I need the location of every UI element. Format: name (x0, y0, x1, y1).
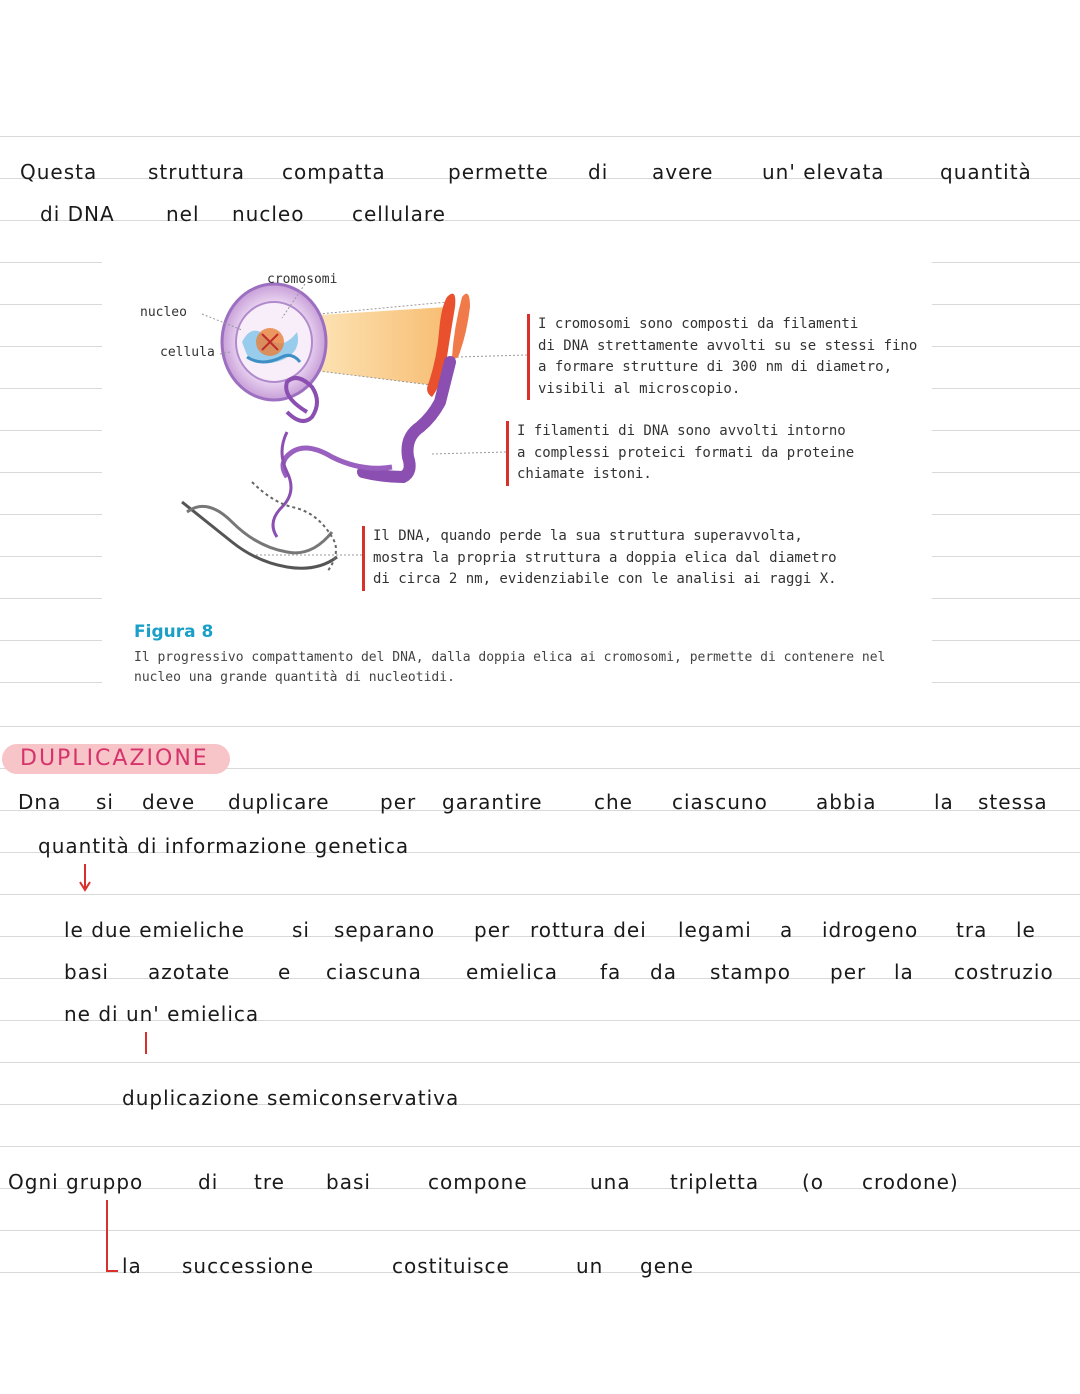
callout-line: I filamenti di DNA sono avvolti intorno (517, 423, 846, 439)
note-result: duplicazione semiconservativa (122, 1086, 460, 1110)
label-cellula: cellula (160, 345, 215, 360)
note-word: stessa (978, 790, 1048, 814)
callout-line: a complessi proteici formati da proteine (517, 444, 855, 461)
red-connector-mark (145, 1032, 147, 1054)
note-word: basi (326, 1170, 371, 1194)
caption-line: nucleo una grande quantità di nucleotidi. (134, 670, 455, 685)
ruled-line (0, 726, 1080, 727)
note-word: ciascuno (672, 790, 768, 814)
note-word: (o (802, 1170, 825, 1194)
callout-line: di circa 2 nm, evidenziabile con le analisi ai raggi X. (373, 571, 837, 587)
section-heading: DUPLICAZIONE (20, 746, 209, 771)
cell-shape (222, 284, 326, 400)
ruled-line (0, 220, 1080, 221)
note-word: struttura (148, 160, 245, 184)
note-word: nel (166, 202, 200, 226)
note-word: azotate (148, 960, 231, 984)
note-word: un' elevata (762, 160, 885, 184)
note-line: ne di un' emielica (64, 1002, 260, 1026)
callout-line: mostra la propria struttura a doppia elica dal diametro (373, 549, 837, 566)
note-word: fa (600, 960, 622, 984)
callout-line: Il DNA, quando perde la sua struttura superavvolta, (373, 528, 803, 544)
note-word: per (380, 790, 417, 814)
note-word: quantità (940, 160, 1032, 184)
note-word: permette (448, 160, 549, 184)
label-cromosomi: cromosomi (267, 272, 338, 287)
caption-line: Il progressivo compattamento del DNA, dalla doppia elica ai cromosomi, permette di contenere nel (134, 650, 886, 665)
note-word: deve (142, 790, 196, 814)
note-word: tra (956, 918, 988, 942)
note-word: si (292, 918, 310, 942)
note-word: separano (334, 918, 436, 942)
note-word: stampo (710, 960, 791, 984)
ruled-line (0, 136, 1080, 137)
note-line: quantità di informazione genetica (38, 834, 410, 858)
note-word: nucleo (232, 202, 305, 226)
note-word: per (474, 918, 511, 942)
note-word: avere (652, 160, 714, 184)
note-word: gene (640, 1254, 694, 1278)
note-word: di (588, 160, 609, 184)
note-word: le (1016, 918, 1036, 942)
callout-line: I cromosomi sono composti da filamenti (538, 316, 859, 332)
note-word: basi (64, 960, 109, 984)
note-word: Ogni gruppo (8, 1170, 144, 1194)
ruled-line (0, 1272, 1080, 1273)
note-word: tripletta (670, 1170, 760, 1194)
figure-title: Figura 8 (134, 622, 214, 642)
callout-line: chiamate istoni. (517, 466, 652, 482)
callout-line: visibili al microscopio. (538, 380, 741, 397)
note-word: la (122, 1254, 142, 1278)
note-word: crodone) (862, 1170, 959, 1194)
note-word: abbia (816, 790, 877, 814)
ruled-line (0, 894, 1080, 895)
note-word: di DNA (40, 202, 115, 226)
ruled-line (0, 1230, 1080, 1231)
note-word: che (594, 790, 633, 814)
note-word: e (278, 960, 292, 984)
callout-line: di DNA strettamente avvolti su se stessi fino (538, 337, 918, 354)
note-word: di (198, 1170, 219, 1194)
note-word: compone (428, 1170, 528, 1194)
note-word: per (830, 960, 867, 984)
note-word: le due emieliche (64, 918, 245, 942)
note-word: costruzio (954, 960, 1054, 984)
note-word: compatta (282, 160, 386, 184)
note-word: garantire (442, 790, 543, 814)
note-word: la (934, 790, 954, 814)
note-word: cellulare (352, 202, 446, 226)
callout-double-helix (362, 526, 837, 591)
note-word: a (780, 918, 794, 942)
figure-caption (134, 648, 934, 688)
ruled-line (0, 1146, 1080, 1147)
note-word: ciascuna (326, 960, 422, 984)
note-word: successione (182, 1254, 315, 1278)
ruled-line (0, 1062, 1080, 1063)
callout-histones (506, 421, 854, 486)
callout-line: a formare strutture di 300 nm di diametro, (538, 359, 893, 375)
note-word: un (576, 1254, 604, 1278)
note-word: Questa (20, 160, 98, 184)
label-nucleo: nucleo (140, 305, 187, 320)
note-word: tre (254, 1170, 285, 1194)
double-helix (182, 482, 337, 572)
note-word: Dna (18, 790, 62, 814)
note-word: costituisce (392, 1254, 510, 1278)
red-bracket-mark (106, 1200, 108, 1270)
note-word: duplicare (228, 790, 330, 814)
textbook-figure (102, 262, 932, 692)
note-word: idrogeno (822, 918, 919, 942)
note-word: si (96, 790, 114, 814)
arrow-down-icon (76, 862, 96, 894)
note-word: la (894, 960, 914, 984)
note-word: emielica (466, 960, 559, 984)
red-bracket-foot (106, 1270, 118, 1272)
note-word: rottura dei (530, 918, 647, 942)
note-word: una (590, 1170, 631, 1194)
note-word: da (650, 960, 677, 984)
note-word: legami (678, 918, 752, 942)
callout-chromosomes (527, 314, 917, 400)
